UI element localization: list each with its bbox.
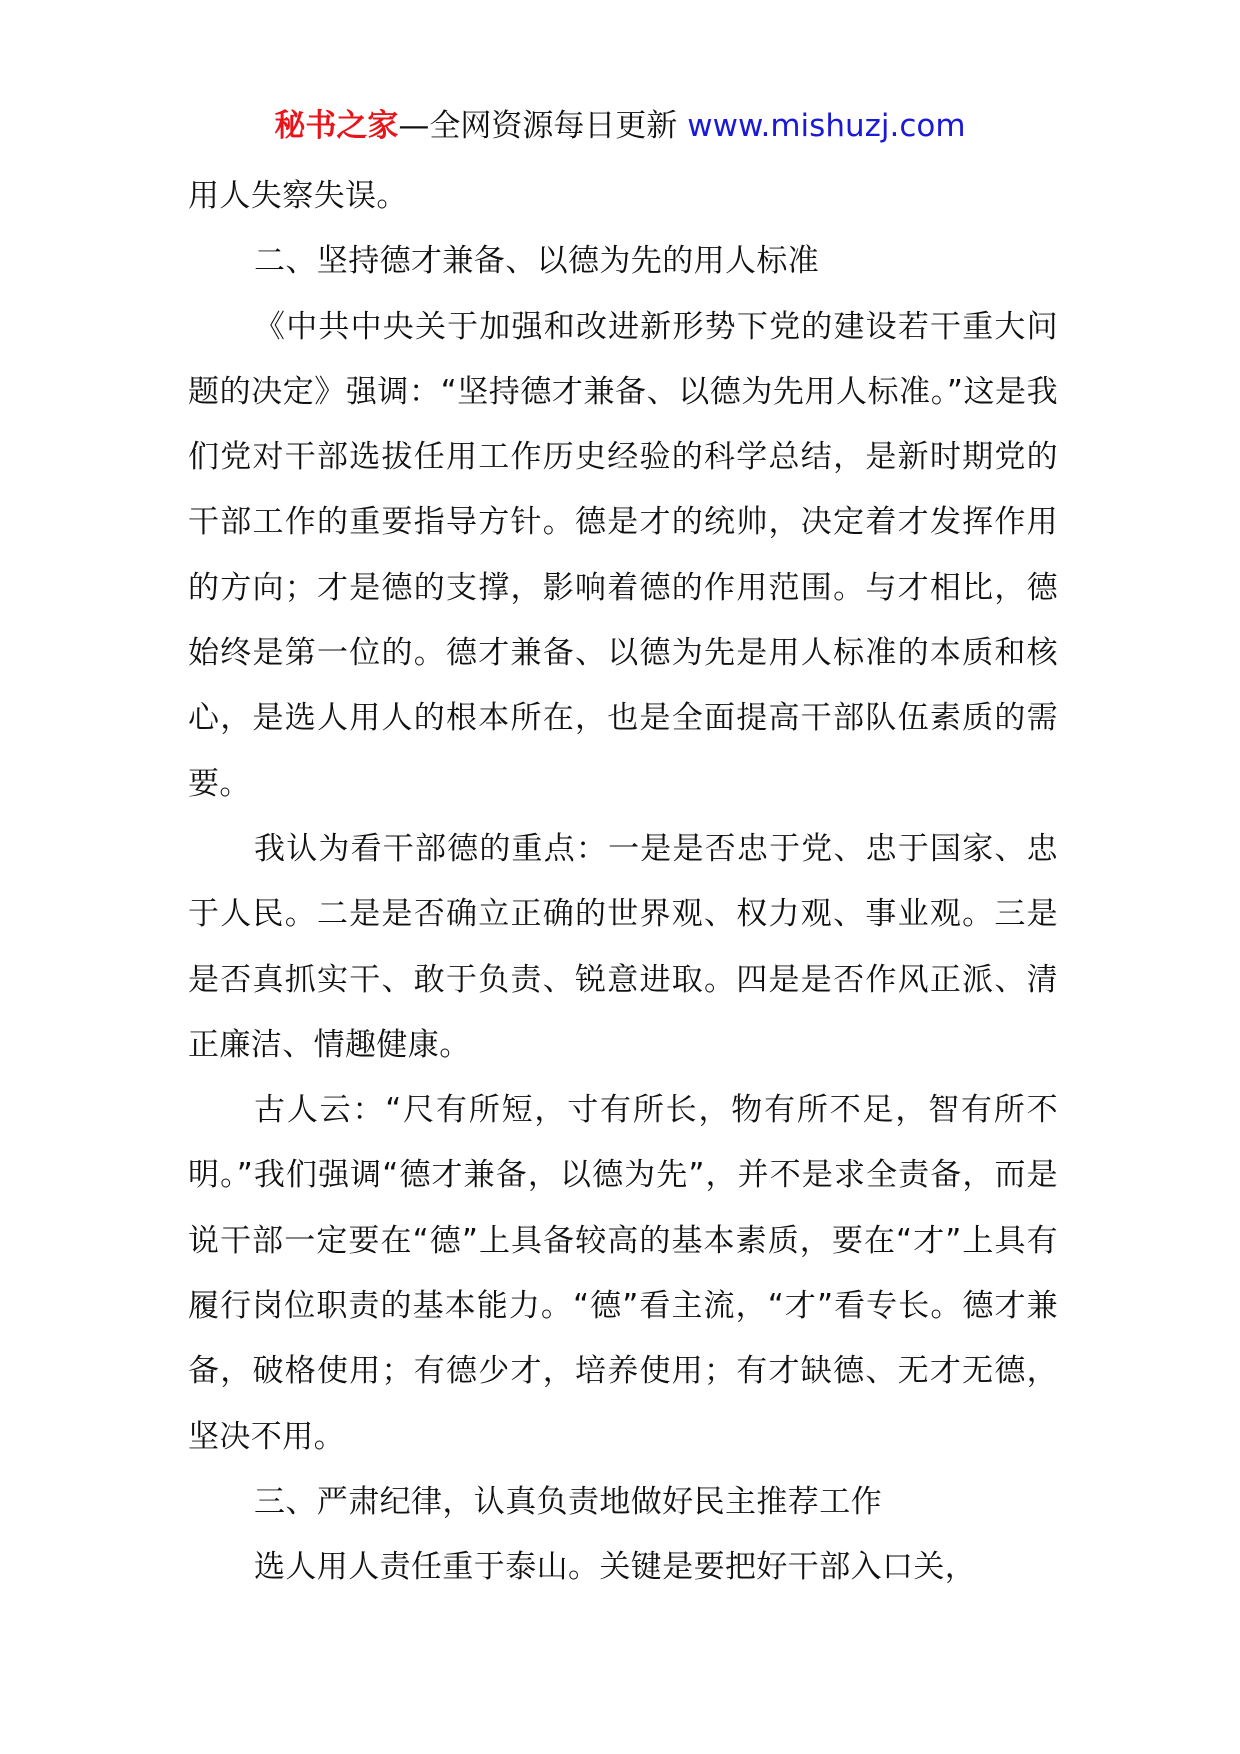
paragraph: 《中共中央关于加强和改进新形势下党的建设若干重大问题的决定》强调：“坚持德才兼备、以德为先用人标准。”这是我们党对干部选拔任用工作历史经验的科学总结，是新时期党的干部工作的重要指导方针。德是才的统帅，决定着才发挥作用的方向；才是德的支撑，影响着德的作用范围。与才相比，德始终是第一位的。德才兼备、以德为先是用人标准的本质和核心，是选人用人的根本所在，也是全面提高干部队伍素质的需要。 bbox=[188, 308, 1058, 802]
header-tagline: —全网资源每日更新 bbox=[398, 108, 688, 144]
section-heading-3: 三、严肃纪律，认真负责地做好民主推荐工作 bbox=[254, 1483, 882, 1520]
paragraph: 我认为看干部德的重点：一是是否忠于党、忠于国家、忠于人民。二是是否确立正确的世界观、权力观、事业观。三是是否真抓实干、敢于负责、锐意进取。四是是否作风正派、清正廉洁、情趣健康。 bbox=[188, 830, 1058, 1063]
brand-name: 秘书之家 bbox=[274, 108, 399, 144]
section-heading-2: 二、坚持德才兼备、以德为先的用人标准 bbox=[254, 243, 820, 280]
document-body bbox=[188, 164, 1058, 1601]
paragraph: 古人云：“尺有所短，寸有所长，物有所不足，智有所不明。”我们强调“德才兼备，以德为先”，并不是求全责备，而是说干部一定要在“德”上具备较高的基本素质，要在“才”上具有履行岗位职责的基本能力。“德”看主流，“才”看专长。德才兼备，破格使用；有德少才，培养使用；有才缺德、无才无德，坚决不用。 bbox=[188, 1092, 1058, 1455]
paragraph-continuation: 用人失察失误。 bbox=[188, 178, 408, 214]
page-header bbox=[0, 104, 1240, 148]
site-url-link[interactable]: www.mishuzj.com bbox=[687, 108, 966, 144]
paragraph: 选人用人责任重于泰山。关键是要把好干部入口关， bbox=[254, 1549, 977, 1586]
